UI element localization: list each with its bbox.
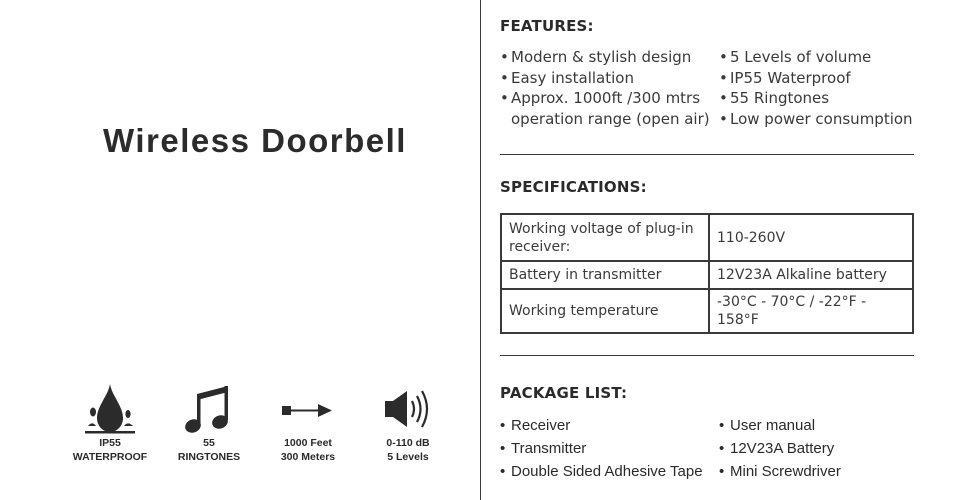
volume-caption-line2: 5 Levels <box>387 451 429 463</box>
package-item-text: User manual <box>730 417 816 434</box>
table-row <box>501 261 913 289</box>
package-list-col1 <box>500 414 715 483</box>
bullet: • <box>719 48 728 66</box>
range-arrow-icon <box>280 382 336 434</box>
list-item <box>719 437 914 460</box>
ringtones-badge <box>159 378 259 464</box>
list-item <box>719 88 914 109</box>
bullet: • <box>719 463 725 480</box>
list-item <box>500 68 710 89</box>
features-list-col2 <box>719 47 914 129</box>
section-divider <box>500 154 914 155</box>
feature-text: Easy installation <box>511 68 634 87</box>
bullet: • <box>500 68 509 87</box>
bullet: • <box>719 68 728 87</box>
section-divider <box>500 355 914 356</box>
bullet: • <box>719 109 728 128</box>
table-row <box>501 214 913 261</box>
bullet: • <box>500 440 506 457</box>
list-item <box>719 68 914 89</box>
specifications-table <box>500 213 914 334</box>
features-list-col1 <box>500 47 710 129</box>
bullet: • <box>719 89 728 107</box>
spec-label: Battery in transmitter <box>501 261 709 289</box>
list-item <box>719 109 914 130</box>
bullet: • <box>500 463 506 480</box>
feature-text: Low power consumption <box>730 109 913 128</box>
waterproof-caption-line1: IP55 <box>99 437 121 449</box>
package-item-text: 12V23A Battery <box>730 440 835 457</box>
bullet: • <box>500 89 509 107</box>
ringtones-caption-line2: RINGTONES <box>177 451 241 463</box>
range-badge <box>258 378 358 464</box>
package-item-text: Receiver <box>511 417 571 434</box>
feature-text: Modern & stylish design <box>511 48 692 66</box>
feature-text: 5 Levels of volume <box>730 48 872 66</box>
range-caption-line1: 1000 Feet <box>284 437 332 449</box>
product-title: Wireless Doorbell <box>103 122 407 159</box>
package-item-text: Double Sided Adhesive Tape <box>511 463 703 480</box>
water-drop-icon <box>85 382 135 434</box>
package-item-text: Transmitter <box>511 440 587 457</box>
list-item <box>500 414 715 437</box>
waterproof-badge <box>60 378 160 464</box>
list-item <box>500 437 715 460</box>
package-item-text: Mini Screwdriver <box>730 463 841 480</box>
bullet: • <box>500 417 506 434</box>
spec-label: Working temperature <box>501 289 709 333</box>
list-item <box>500 88 710 129</box>
spec-value: 12V23A Alkaline battery <box>709 261 913 289</box>
bullet: • <box>500 48 509 66</box>
specifications-title: SPECIFICATIONS: <box>500 178 647 196</box>
package-list-title: PACKAGE LIST: <box>500 384 628 402</box>
waterproof-caption-line2: WATERPROOF <box>72 451 148 463</box>
spec-value: -30°C - 70°C / -22°F - 158°F <box>709 289 913 333</box>
spec-value: 110-260V <box>709 214 913 261</box>
ringtones-caption-line1: 55 <box>203 437 215 449</box>
feature-text: IP55 Waterproof <box>730 68 851 87</box>
vertical-divider <box>480 0 481 500</box>
volume-caption-line1: 0-110 dB <box>386 437 430 449</box>
volume-badge <box>358 378 458 464</box>
list-item <box>719 47 914 68</box>
speaker-volume-icon <box>383 382 433 434</box>
feature-text: Approx. 1000ft /300 mtrs operation range (open air) <box>511 89 710 128</box>
list-item <box>500 47 710 68</box>
features-title: FEATURES: <box>500 17 594 35</box>
range-caption-line2: 300 Meters <box>280 451 336 463</box>
music-note-icon <box>184 382 234 434</box>
list-item <box>719 460 914 483</box>
table-row <box>501 289 913 333</box>
bullet: • <box>719 440 725 457</box>
bullet: • <box>719 417 725 434</box>
feature-text: 55 Ringtones <box>730 89 830 107</box>
spec-label: Working voltage of plug-in receiver: <box>501 214 709 261</box>
package-list-col2 <box>719 414 914 483</box>
list-item <box>719 414 914 437</box>
list-item <box>500 460 715 483</box>
